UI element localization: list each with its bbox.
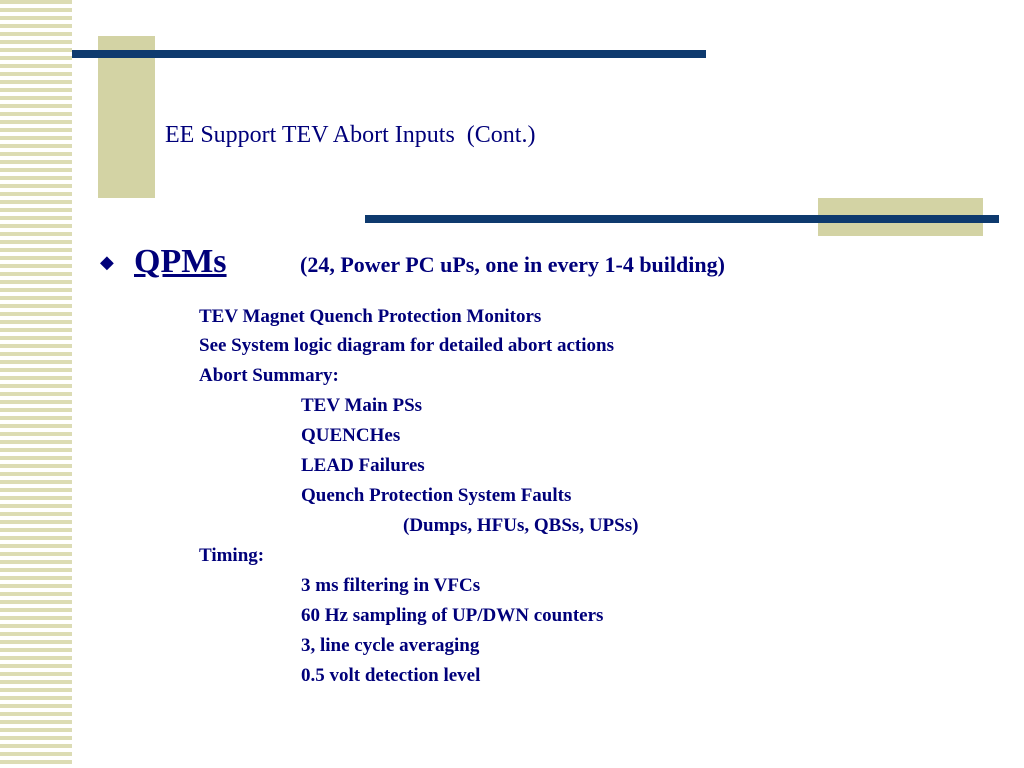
- abort-item: Quench Protection System Faults: [301, 485, 572, 506]
- body-line: Abort Summary:: [199, 365, 339, 386]
- timing-item: 3 ms filtering in VFCs: [301, 575, 481, 596]
- body-line: See System logic diagram for detailed abort actions: [199, 335, 614, 356]
- timing-item: 60 Hz sampling of UP/DWN counters: [301, 605, 604, 626]
- qpms-description: (24, Power PC uPs, one in every 1-4 building): [300, 252, 725, 277]
- abort-subitem: (Dumps, HFUs, QBSs, UPSs): [403, 515, 639, 536]
- slide-title: EE Support TEV Abort Inputs (Cont.): [165, 122, 536, 148]
- qpms-heading: QPMs: [134, 243, 227, 280]
- abort-item: LEAD Failures: [301, 455, 425, 476]
- timing-item: 0.5 volt detection level: [301, 665, 481, 686]
- abort-item: TEV Main PSs: [301, 395, 423, 416]
- title-accent-block: [98, 36, 155, 198]
- abort-item: QUENCHes: [301, 425, 401, 446]
- body-line: Timing:: [199, 545, 265, 566]
- top-rule: [72, 50, 706, 58]
- timing-item: 3, line cycle averaging: [301, 635, 480, 656]
- diamond-bullet-icon: ◆: [100, 252, 114, 272]
- body-line: TEV Magnet Quench Protection Monitors: [199, 306, 542, 327]
- title-underline-rule: [365, 215, 999, 223]
- left-stripe-decoration: [0, 0, 72, 768]
